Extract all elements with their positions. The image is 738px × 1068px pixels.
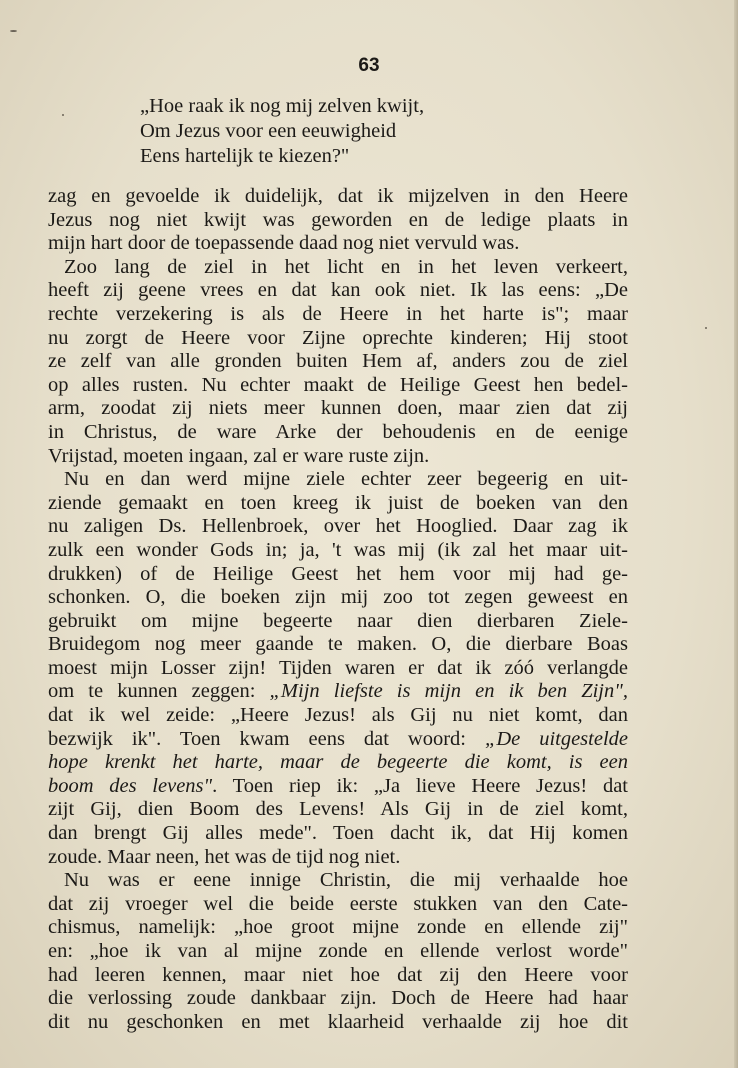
text-segment: zijt Gij, dien Boom des Levens! Als Gij in de ziel komt,: [48, 798, 628, 821]
print-speck: [705, 327, 707, 329]
text-line: [48, 893, 628, 917]
text-segment: zoude. Maar neen, het was de tijd nog niet.: [48, 845, 401, 868]
text-line: [48, 232, 628, 256]
text-line: [48, 468, 628, 492]
text-segment: zulk een wonder Gods in; ja, 't was mij (ik zal het maar uit-: [48, 538, 628, 561]
text-segment: Nu en dan werd mijne ziele echter zeer begeerig en uit-: [64, 468, 628, 491]
page-number: 63: [358, 55, 380, 76]
text-segment: bezwijk ik". Toen kwam eens dat woord:: [48, 727, 485, 750]
page-edge: [734, 0, 738, 1068]
text-line: [48, 563, 628, 587]
text-line: [48, 987, 628, 1011]
poem-line: Om Jezus voor een eeuwigheid: [140, 120, 397, 142]
text-segment: dit nu geschonken en met klaarheid verhaalde zij hoe dit: [48, 1010, 628, 1033]
text-line: [48, 397, 628, 421]
text-line: [48, 940, 628, 964]
text-segment: rechte verzekering is als de Heere in het harte is"; maar: [48, 302, 628, 325]
text-segment: chismus, namelijk: „hoe groot mijne zonde en ellende zij": [48, 916, 628, 939]
text-segment: gebruikt om mijne begeerte naar dien dierbaren Ziele-: [48, 609, 628, 632]
text-line: [48, 327, 628, 351]
text-segment: ze zelf van alle gronden buiten Hem af, anders zou de ziel: [48, 350, 628, 373]
poem-line: Eens hartelijk te kiezen?": [140, 145, 350, 167]
italic-quote-segment: hope krenkt het harte, maar de begeerte die komt, is een: [48, 751, 628, 774]
italic-quote-segment: „De uitgestelde: [484, 727, 628, 750]
text-line: [48, 279, 628, 303]
text-line: [48, 775, 628, 799]
text-segment: arm, zoodat zij niets meer kunnen doen, maar zien dat zij: [48, 397, 628, 420]
text-line: [48, 1011, 628, 1035]
text-line: [48, 185, 628, 209]
text-segment: had leeren kennen, maar niet hoe dat zij den Heere voor: [48, 963, 628, 986]
text-line: [48, 350, 628, 374]
italic-quote-segment: „Mijn liefste is mijn en ik ben Zijn",: [269, 680, 628, 703]
text-line: [48, 728, 628, 752]
poem-quote: [140, 94, 424, 169]
text-segment: drukken) of de Heilige Geest het hem voor mij had ge-: [48, 562, 628, 585]
text-line: [48, 704, 628, 728]
text-segment: en: „hoe ik van al mijne zonde en ellende verlost worde": [48, 940, 628, 962]
print-speck: [62, 114, 64, 116]
text-segment: Jezus nog niet kwijt was geworden en de ledige plaats in: [48, 208, 628, 231]
text-line: [48, 798, 628, 822]
print-speck: [10, 30, 17, 32]
text-segment: dat zij vroeger wel die beide eerste stukken van den Cate-: [48, 892, 628, 915]
text-segment: om te kunnen zeggen:: [48, 680, 270, 703]
text-segment: mijn hart door de toepassende daad nog niet vervuld was.: [48, 232, 520, 255]
text-line: [48, 539, 628, 563]
text-segment: op alles rusten. Nu echter maakt de Heilige Geest hen bedel-: [48, 373, 628, 396]
text-segment: in Christus, de ware Arke der behoudenis en de eenige: [48, 420, 628, 443]
text-segment: moest mijn Losser zijn! Tijden waren er dat ik zóó verlangde: [48, 656, 628, 679]
text-line: [48, 209, 628, 233]
text-line: [48, 964, 628, 988]
text-segment: . Toen riep ik: „Ja lieve Heere Jezus! dat: [212, 774, 628, 797]
text-segment: dan brengt Gij alles mede". Toen dacht ik, dat Hij komen: [48, 822, 628, 845]
text-line: [48, 751, 628, 775]
text-segment: Vrijstad, moeten ingaan, zal er ware ruste zijn.: [48, 444, 430, 467]
text-line: [48, 657, 628, 681]
text-line: [48, 421, 628, 445]
text-line: [48, 822, 628, 846]
text-line: [48, 680, 628, 704]
text-line: [48, 633, 628, 657]
text-segment: Zoo lang de ziel in het licht en in het leven verkeert,: [64, 255, 628, 278]
text-segment: nu zorgt de Heere voor Zijne oprechte kinderen; Hij stoot: [48, 326, 628, 349]
text-segment: ziende gemaakt en toen kreeg ik juist de boeken van den: [48, 491, 628, 514]
text-segment: zag en gevoelde ik duidelijk, dat ik mijzelven in den Heere: [48, 185, 628, 207]
text-segment: die verlossing zoude dankbaar zijn. Doch de Heere had haar: [48, 987, 628, 1010]
text-segment: schonken. O, die boeken zijn mij zoo tot zegen geweest en: [48, 586, 628, 609]
text-line: [48, 846, 628, 870]
body-text: [48, 185, 628, 1034]
text-line: [48, 586, 628, 610]
text-line: [48, 492, 628, 516]
text-line: [48, 374, 628, 398]
poem-line: „Hoe raak ik nog mij zelven kwijt,: [140, 95, 425, 117]
text-segment: nu zaligen Ds. Hellenbroek, over het Hooglied. Daar zag ik: [48, 515, 628, 538]
text-line: [48, 515, 628, 539]
text-line: [48, 445, 628, 469]
text-segment: Bruidegom nog meer gaande te maken. O, die dierbare Boas: [48, 633, 628, 656]
text-segment: heeft zij geene vrees en dat kan ook niet. Ik las eens: „De: [48, 279, 628, 302]
text-line: [48, 916, 628, 940]
text-line: [48, 256, 628, 280]
text-line: [48, 303, 628, 327]
italic-quote-segment: boom des levens": [48, 774, 213, 797]
text-line: [48, 869, 628, 893]
text-segment: dat ik wel zeide: „Heere Jezus! als Gij nu niet komt, dan: [48, 704, 628, 727]
text-segment: Nu was er eene innige Christin, die mij verhaalde hoe: [64, 869, 628, 892]
text-line: [48, 610, 628, 634]
